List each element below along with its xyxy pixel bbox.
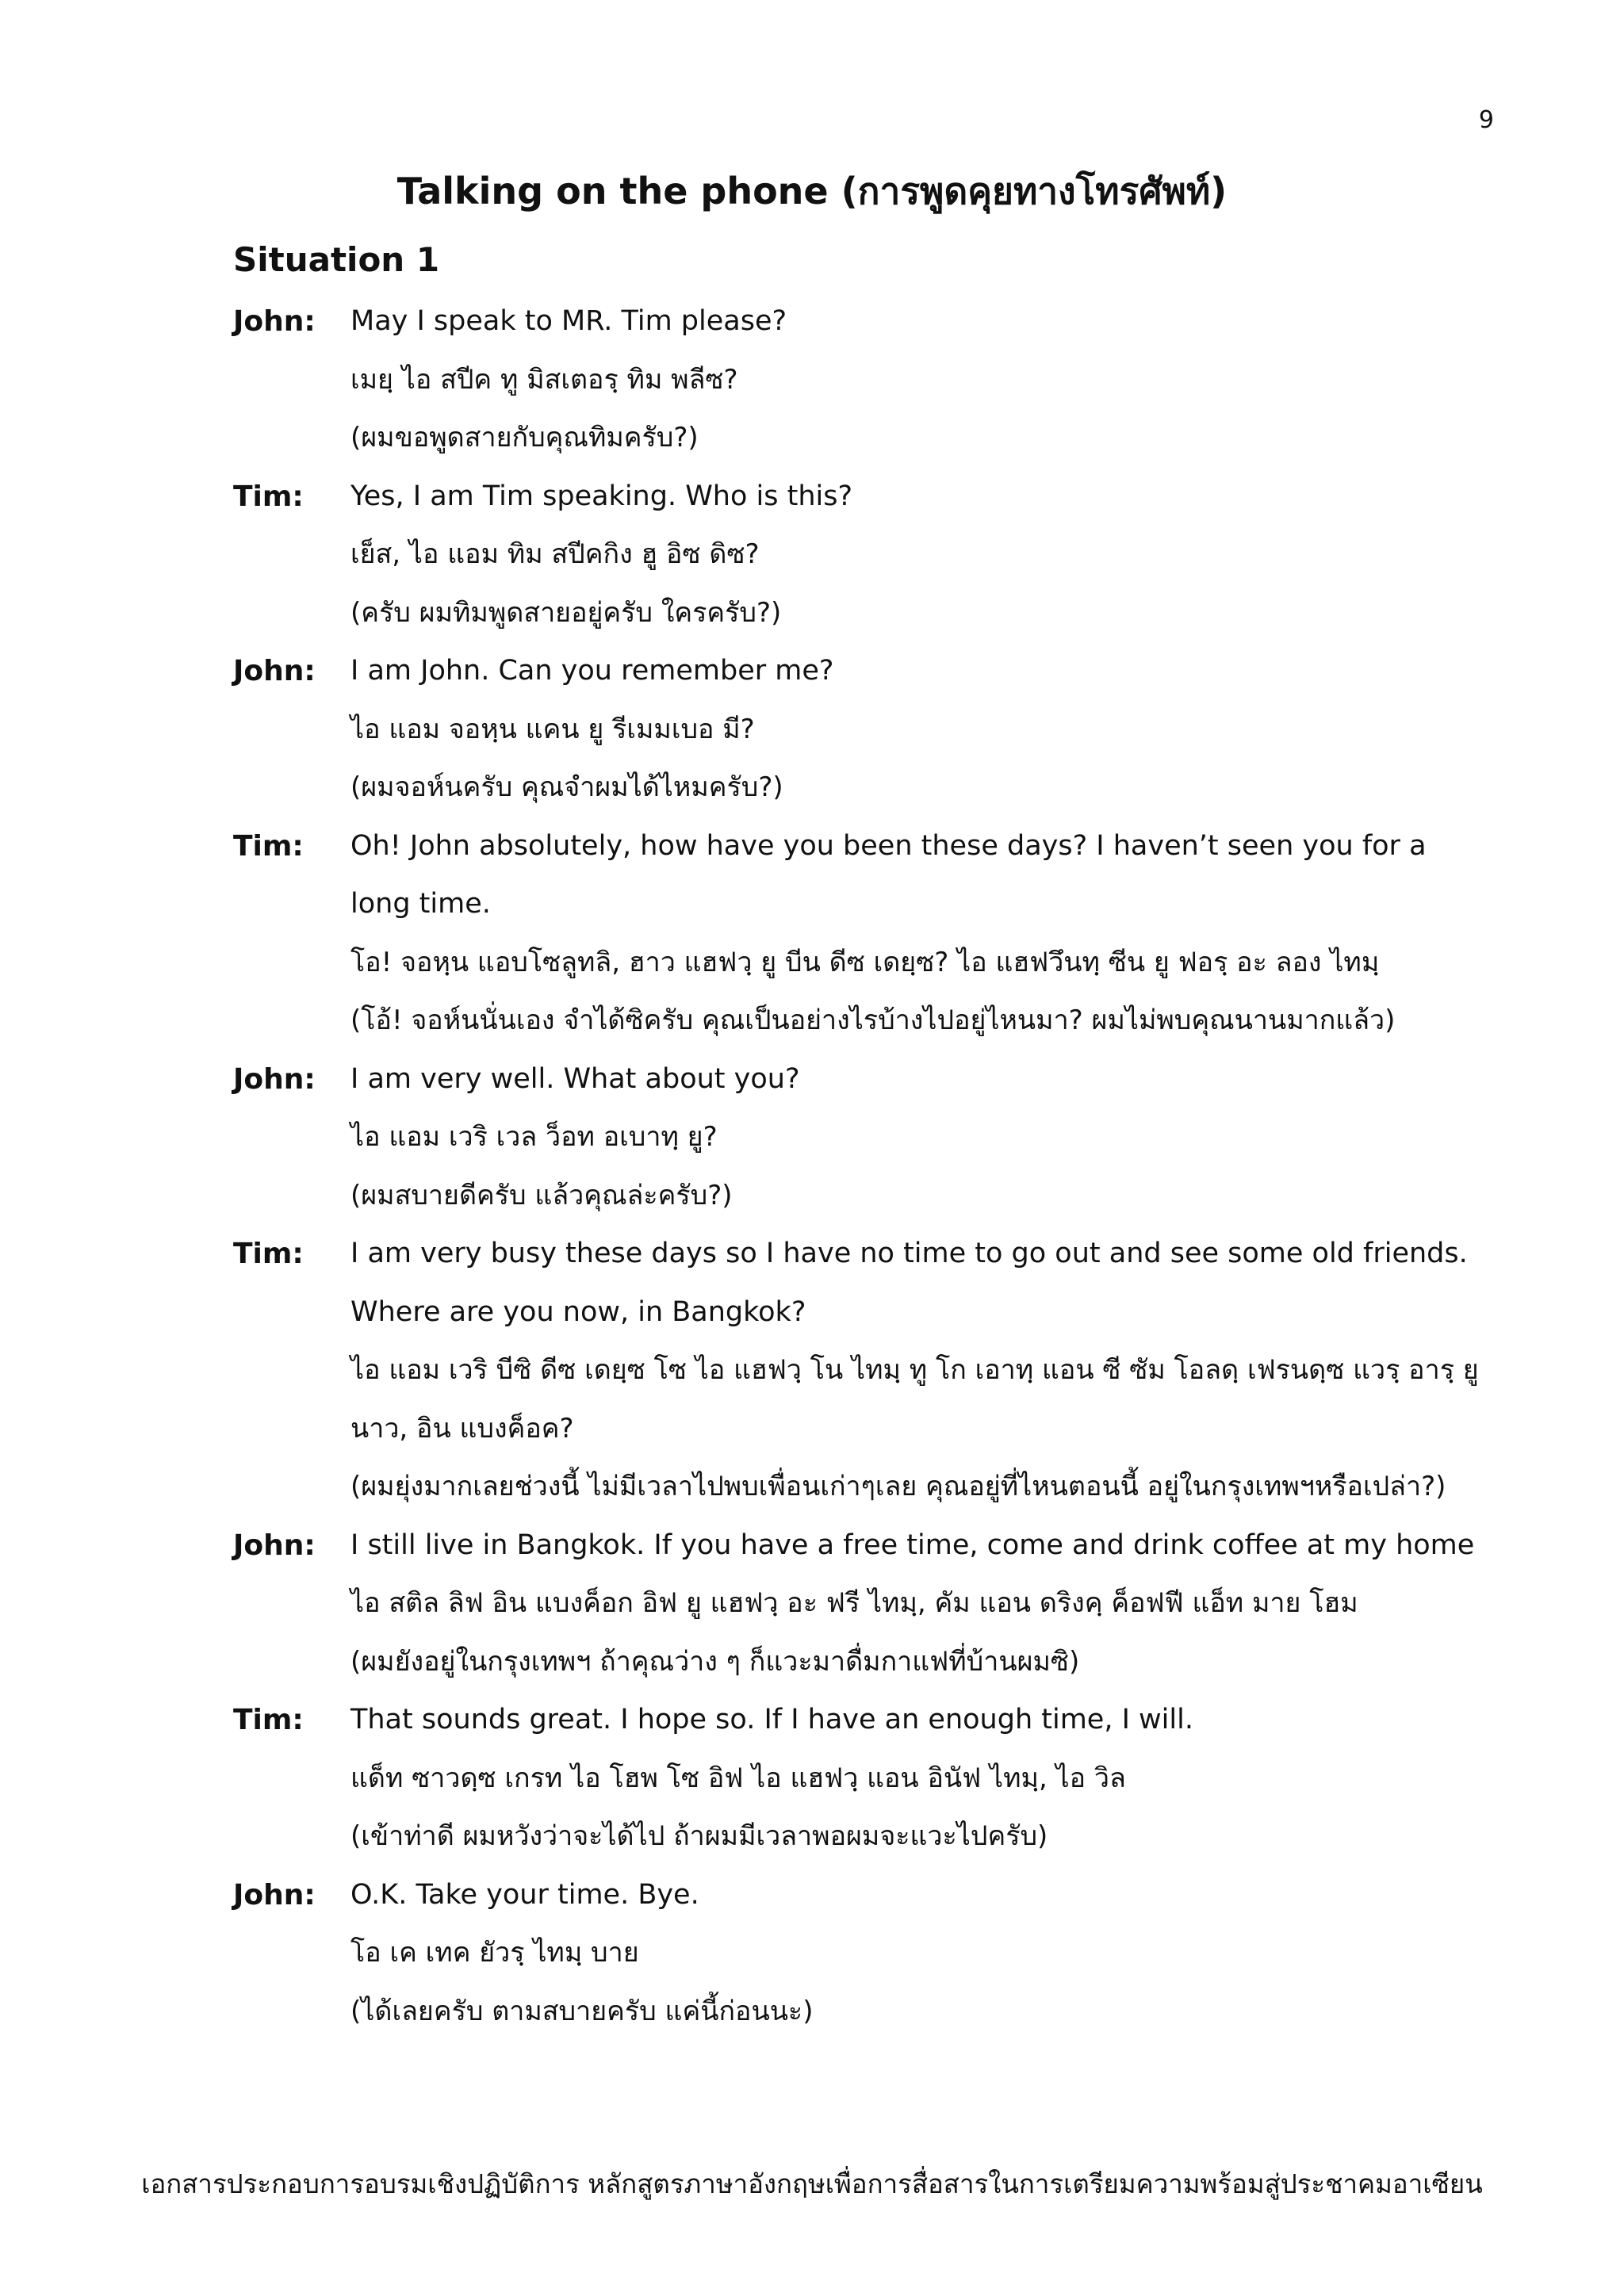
dialogue-turn — [233, 1691, 1494, 1866]
thai-translation-line: (ผมยังอยู่ในกรุงเทพฯ ถ้าคุณว่าง ๆ ก็แวะมาดื่มกาแฟที่บ้านผมซิ) — [350, 1645, 1080, 1678]
speaker-label: Tim: — [233, 1238, 304, 1270]
speaker-label: John: — [233, 305, 316, 338]
situation-heading: Situation 1 — [233, 240, 440, 279]
turn-lines — [350, 1866, 1494, 2042]
english-line: I am very busy these days so I have no time to go out and see some old friends. Where are you now, in Bangkok? — [350, 1238, 1468, 1328]
page-title: Talking on the phone (การพูดคุยทางโทรศัพท์) — [396, 170, 1228, 212]
dialogue-turn — [233, 1517, 1494, 1692]
english-line: I am John. Can you remember me? — [350, 655, 834, 687]
thai-transliteration-line: แด็ท ซาวดฺซ เกรท ไอ โฮพ โซ อิฟ ไอ แฮฟวฺ แอน อินัฟ ไทมฺ, ไอ วิล — [350, 1762, 1126, 1794]
turn-lines — [350, 293, 1494, 468]
english-line: May I speak to MR. Tim please? — [350, 305, 787, 337]
english-line: I still live in Bangkok. If you have a free time, come and drink coffee at my home — [350, 1529, 1475, 1561]
thai-translation-line: (ผมขอพูดสายกับคุณทิมครับ?) — [350, 422, 699, 453]
dialogue-turn — [233, 642, 1494, 817]
english-line: That sounds great. I hope so. If I have an enough time, I will. — [350, 1704, 1193, 1735]
dialogue — [233, 293, 1494, 2041]
thai-translation-line: (เข้าท่าดี ผมหวังว่าจะได้ไป ถ้าผมมีเวลาพอผมจะแวะไปครับ) — [350, 1820, 1048, 1852]
dialogue-turn — [233, 293, 1494, 468]
thai-translation-line: (ได้เลยครับ ตามสบายครับ แค่นี้ก่อนนะ) — [350, 1995, 814, 2027]
thai-translation-line: (ผมจอห์นครับ คุณจำผมได้ไหมครับ?) — [350, 771, 783, 803]
turn-lines — [350, 1517, 1494, 1692]
thai-transliteration-line: ไอ แอม เวริ เวล ว็อท อเบาทฺ ยู? — [350, 1121, 718, 1153]
dialogue-turn — [233, 1050, 1494, 1226]
english-line: O.K. Take your time. Bye. — [350, 1878, 699, 1911]
thai-transliteration-line: เมยฺ ไอ สปีค ทู มิสเตอรฺ ทิม พลีซ? — [350, 363, 738, 396]
speaker-label: John: — [233, 1878, 316, 1911]
thai-transliteration-line: โอ! จอหฺน แอบโซลูทลิ, ฮาว แฮฟวฺ ยู บีน ดีซ เดยฺซ? ไอ แฮฟวึนทฺ ซีน ยู ฟอรฺ อะ ลอง ไทมฺ — [350, 946, 1380, 978]
dialogue-turn — [233, 468, 1494, 643]
speaker-label: Tim: — [233, 829, 304, 863]
thai-transliteration-line: เย็ส, ไอ แอม ทิม สปีคกิง ฮู อิซ ดิซ? — [350, 538, 760, 570]
speaker-label: John: — [233, 1062, 316, 1096]
english-line: Yes, I am Tim speaking. Who is this? — [350, 480, 853, 512]
turn-lines — [350, 642, 1494, 817]
speaker-label: John: — [233, 655, 316, 687]
thai-transliteration-line: ไอ สติล ลิฟ อิน แบงค็อก อิฟ ยู แฮฟวฺ อะ ฟรี ไทมฺ, คัม แอน ดริงคฺ ค็อฟฟี แอ็ท มาย โฮม — [350, 1587, 1358, 1619]
turn-lines — [350, 468, 1494, 643]
footer-text: เอกสารประกอบการอบรมเชิงปฏิบัติการ หลักสูตรภาษาอังกฤษเพื่อการสื่อสารในการเตรียมความพร้อมสู่ประชาคมอาเซียน — [141, 2168, 1483, 2199]
thai-translation-line: (ครับ ผมทิมพูดสายอยู่ครับ ใครครับ?) — [350, 596, 782, 629]
page-number: 9 — [1478, 106, 1494, 134]
thai-translation-line: (ผมยุ่งมากเลยช่วงนี้ ไม่มีเวลาไปพบเพื่อนเก่าๆเลย คุณอยู่ที่ไหนตอนนี้ อยู่ในกรุงเทพฯหรือเปล่า?) — [350, 1471, 1446, 1502]
dialogue-turn — [233, 1866, 1494, 2042]
speaker-label: Tim: — [233, 1704, 304, 1736]
thai-translation-line: (ผมสบายดีครับ แล้วคุณล่ะครับ?) — [350, 1179, 733, 1211]
english-line: Oh! John absolutely, how have you been these days? I haven’t seen you for a long time. — [350, 829, 1427, 920]
turn-lines — [350, 817, 1494, 1050]
thai-transliteration-line: ไอ แอม จอหฺน แคน ยู รีเมมเบอ มี? — [350, 713, 755, 745]
dialogue-turn — [233, 1225, 1494, 1517]
speaker-label: Tim: — [233, 480, 304, 513]
thai-transliteration-line: โอ เค เทค ยัวรฺ ไทมฺ บาย — [350, 1937, 639, 1969]
thai-translation-line: (โอ้! จอห์นนั่นเอง จำได้ซิครับ คุณเป็นอย่างไรบ้างไปอยู่ไหนมา? ผมไม่พบคุณนานมากแล้ว) — [350, 1004, 1396, 1036]
turn-lines — [350, 1691, 1494, 1866]
turn-lines — [350, 1225, 1494, 1517]
speaker-label: John: — [233, 1529, 316, 1562]
dialogue-turn — [233, 817, 1494, 1050]
thai-transliteration-line: ไอ แอม เวริ บีซิ ดีซ เดยฺซ โซ ไอ แฮฟวฺ โน ไทมฺ ทู โก เอาทฺ แอน ซี ซัม โอลดฺ เฟรนดฺซ แวรฺ อารฺ ยู นาว, อิน แบงค็อค? — [350, 1354, 1479, 1445]
turn-lines — [350, 1050, 1494, 1226]
english-line: I am very well. What about you? — [350, 1062, 800, 1095]
